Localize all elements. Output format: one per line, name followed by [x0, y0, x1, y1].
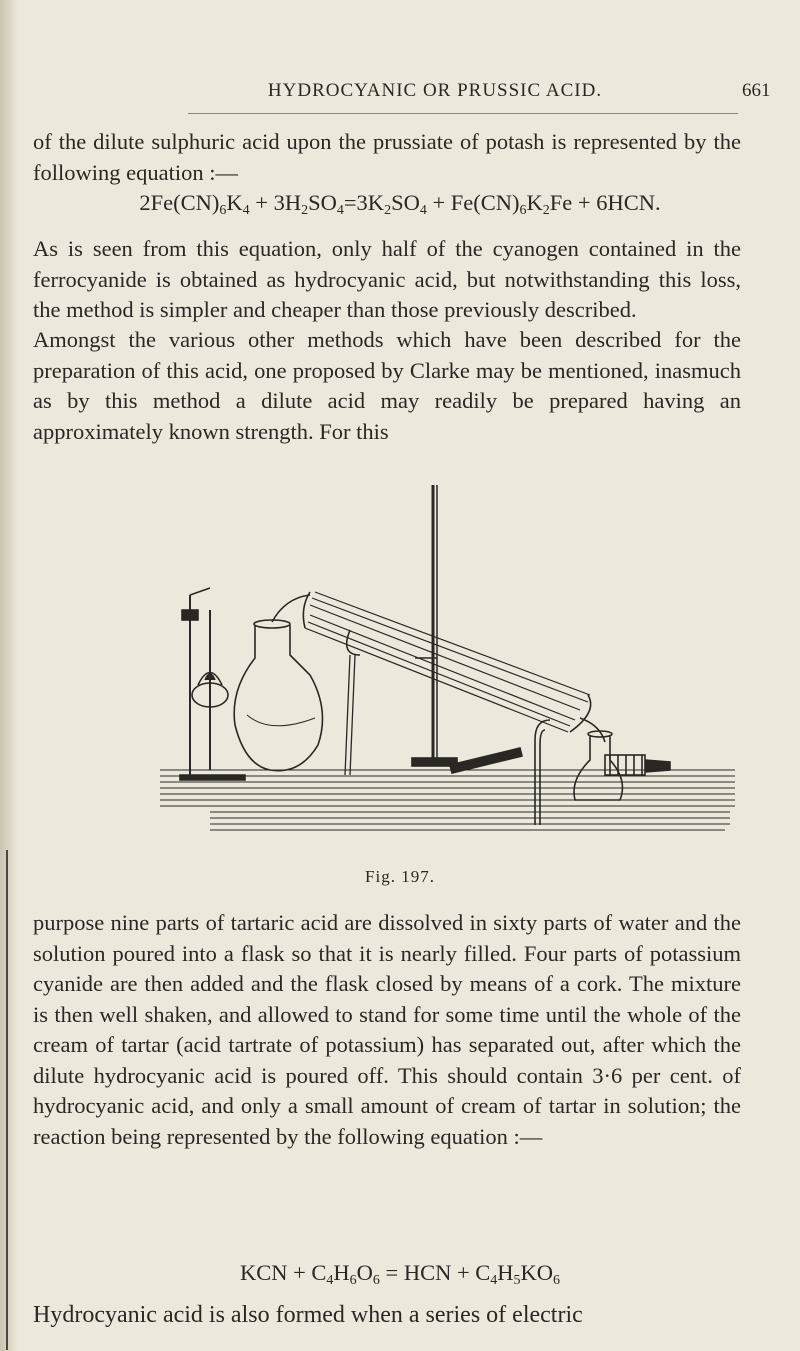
page-number: 661 [742, 80, 771, 101]
paragraph-electric-formation: Hydrocyanic acid is also formed when a series of electric [33, 1302, 583, 1328]
running-header: HYDROCYANIC OR PRUSSIC ACID. [267, 80, 603, 101]
figure-caption: Fig. 197. [365, 867, 435, 886]
paragraph-method-comparison: As is seen from this equation, only half of the cyanogen contained in the ferrocyanide is obtained as hydrocyanic acid, but notwithstanding this loss, the method is simpler and cheaper than those previously described. [33, 236, 741, 322]
paragraph-clarke-procedure: purpose nine parts of tartaric acid are dissolved in sixty parts of water and the solution poured into a flask so that it is nearly filled. Four parts of potassium cyanide are then added and the flask closed by means of a cork. The mixture is then well shaken, and allowed to stand for some time until the whole of the cream of tartar (acid tartrate of potassium) has separated out, after which the dilute hydrocyanic acid is poured off. This should contain 3·6 per cent. of hydrocyanic acid, and only a small amount of cream of tartar in solution; the reaction being represented by the following equation :— [33, 910, 741, 1149]
header-rule [188, 113, 738, 114]
paragraph-intro: of the dilute sulphuric acid upon the prussiate of potash is represented by the following equation :— [33, 129, 741, 185]
paragraph-clarke-method: Amongst the various other methods which have been described for the preparation of this acid, one proposed by Clarke may be mentioned, inasmuch as by this method a dilute acid may readily be prepared having an approximately known strength. For this [33, 327, 741, 444]
distillation-apparatus-figure [150, 480, 740, 855]
equation-ferrocyanide: $2Fe(CN)_6K_4 + 3H_2SO_4=3K_2SO_4 + Fe(CN)_6K_2Fe + 6HCN$. [139, 190, 661, 218]
equation-kcn-tartaric: KCN + $C_4H_6O_6$ = HCN + $C_4H_5KO_6$ [239, 1260, 561, 1288]
